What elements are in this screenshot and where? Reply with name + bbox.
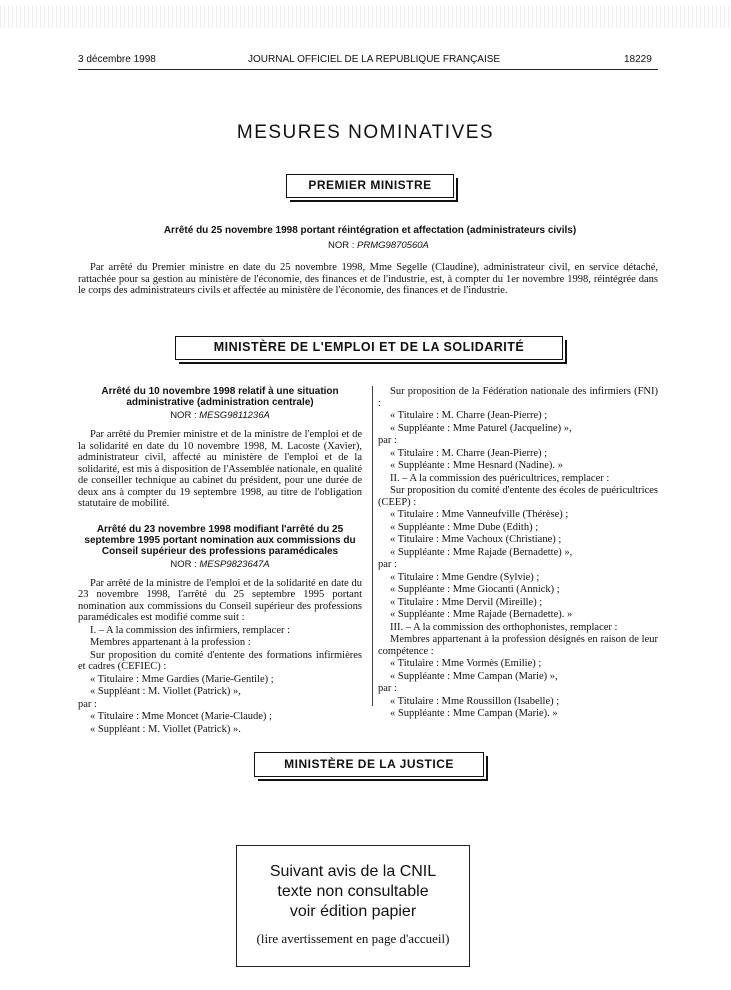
text-line: « Titulaire : Mme Dervil (Mireille) ; <box>390 596 543 608</box>
scan-noise-strip <box>0 6 731 28</box>
text-line: « Suppléant : M. Viollet (Patrick) ». <box>90 723 241 735</box>
text-line: par : <box>378 559 397 570</box>
cnil-line-3: voir édition papier <box>289 903 417 920</box>
text-line: « Titulaire : Mme Roussillon (Isabelle) ; <box>390 695 560 707</box>
text-line: III. – A la commission des orthophonistes, remplacer : <box>390 621 618 633</box>
arrete-body-situation: Par arrêté du Premier ministre et de la ministre de l'emploi et de la solidarité en date du 10 novembre 1998, M. Lacoste (Xavier), administrateur civil, affecté au ministère de l'emploi et de la solidarité, est mis à disposition de l'Assemblée nationale, en qualité de conseiller technique au cabinet du président, pour une durée de deux ans à compter du 19 septembre 1998, au titre de l'obligation statutaire de mobilité. <box>78 429 362 509</box>
header-date: 3 décembre 1998 <box>78 54 156 65</box>
arrete-title-nomination: Arrêté du 23 novembre 1998 modifiant l'arrêté du 25 septembre 1995 portant nomination aux commissions du Conseil supérieur des professions paramédicales <box>84 523 356 557</box>
right-column <box>378 386 658 721</box>
section-heading-emploi: MINISTÈRE DE L'EMPLOI ET DE LA SOLIDARITÉ <box>175 336 563 360</box>
nor-line-pm <box>328 240 429 251</box>
text-line: par : <box>378 435 397 446</box>
nor-label: NOR : <box>170 558 197 570</box>
left-column-lines <box>78 625 362 736</box>
cnil-notice-box <box>236 845 470 967</box>
text-line: « Titulaire : M. Charre (Jean-Pierre) ; <box>390 447 548 459</box>
text-line: « Suppléante : Mme Rajade (Bernadette) », <box>390 546 573 558</box>
nor-line-situation <box>78 410 362 421</box>
arrete-title-situation: Arrêté du 10 novembre 1998 relatif à une situation administrative (administration centrale) <box>101 386 339 408</box>
nor-code: MESP9823647A <box>199 558 270 570</box>
text-line: « Titulaire : Mme Vanneufville (Thérèse) ; <box>390 509 569 520</box>
text-line: « Suppléante : Mme Paturel (Jacqueline) », <box>390 422 572 434</box>
text-line: « Suppléant : M. Viollet (Patrick) », <box>90 686 241 697</box>
text-line: « Titulaire : Mme Gendre (Sylvie) ; <box>390 571 540 583</box>
section-heading-justice: MINISTÈRE DE LA JUSTICE <box>254 752 484 777</box>
nor-code: MESG9811236A <box>199 410 270 421</box>
nor-code: PRMG9870560A <box>357 240 429 251</box>
text-line: « Titulaire : Mme Vachoux (Christiane) ; <box>390 534 562 545</box>
text-line: Membres appartenant à la profession : <box>90 637 251 648</box>
header-journal-title: JOURNAL OFFICIEL DE LA REPUBLIQUE FRANÇAISE <box>248 54 501 65</box>
text-line: « Suppléante : Mme Dube (Edith) ; <box>390 521 539 533</box>
text-line: Sur proposition du comité d'entente des formations infirmières et cadres (CEFIEC) : <box>78 649 362 672</box>
nor-label: NOR : <box>170 410 197 421</box>
cnil-line-4: (lire avertissement en page d'accueil) <box>256 931 450 946</box>
arrete-body-reintegration <box>78 262 658 298</box>
text-line: « Titulaire : Mme Vormès (Emilie) ; <box>390 658 542 669</box>
page-title: MESURES NOMINATIVES <box>236 122 495 143</box>
text-line: par : <box>78 698 97 710</box>
text-line: « Titulaire : Mme Moncet (Marie-Claude) ; <box>90 711 272 722</box>
text-line: « Suppléante : Mme Campan (Marie) », <box>390 670 558 682</box>
text-line: II. – A la commission des puéricultrices, remplacer : <box>390 472 610 484</box>
cnil-line-2: texte non consultable <box>277 883 429 900</box>
cnil-line-1: Suivant avis de la CNIL <box>269 863 437 880</box>
nor-label: NOR : <box>328 240 355 251</box>
left-column <box>78 386 362 736</box>
arrete-intro-nomination: Par arrêté de la ministre de l'emploi et de la solidarité en date du 23 novembre 1998, l'arrêté du 25 septembre 1995 portant nomination aux commissions du Conseil supérieur des professions paramédicales est modifié comme suit : <box>78 577 362 623</box>
paragraph: Par arrêté du Premier ministre en date du 25 novembre 1998, Mme Segelle (Claudine), administrateur civil, en service détaché, rattachée pour sa gestion au ministère de l'économie, des finances et de l'industrie, est, à compter du 1er novembre 1998, réintégrée dans le corps des administrateurs civils et affectée au ministère de l'économie, des finances et de l'industrie. <box>78 262 658 296</box>
text-line: I. – A la commission des infirmiers, remplacer : <box>90 624 291 636</box>
text-line: « Suppléante : Mme Rajade (Bernadette). » <box>390 609 573 620</box>
header-page-number: 18229 <box>624 54 652 65</box>
text-line: Sur proposition de la Fédération nationale des infirmiers (FNI) : <box>378 386 658 409</box>
text-line: « Titulaire : M. Charre (Jean-Pierre) ; <box>390 410 548 421</box>
nor-line-nomination <box>78 559 362 570</box>
text-line: « Suppléante : Mme Hesnard (Nadine). » <box>390 460 563 471</box>
text-line: Membres appartenant à la profession désignés en raison de leur compétence : <box>378 634 658 657</box>
header-rule <box>78 69 658 70</box>
text-line: « Suppléante : Mme Campan (Marie). » <box>390 708 558 719</box>
text-line: « Titulaire : Mme Gardies (Marie-Gentile) ; <box>90 673 274 685</box>
section-heading-premier-ministre: PREMIER MINISTRE <box>286 174 454 198</box>
column-divider <box>372 386 373 706</box>
arrete-title-reintegration: Arrêté du 25 novembre 1998 portant réintégration et affectation (administrateurs civils) <box>163 225 577 236</box>
text-line: « Suppléante : Mme Giocanti (Annick) ; <box>390 584 560 595</box>
text-line: par : <box>378 683 397 694</box>
text-line: Sur proposition du comité d'entente des écoles de puéricultrices (CEEP) : <box>378 485 658 508</box>
